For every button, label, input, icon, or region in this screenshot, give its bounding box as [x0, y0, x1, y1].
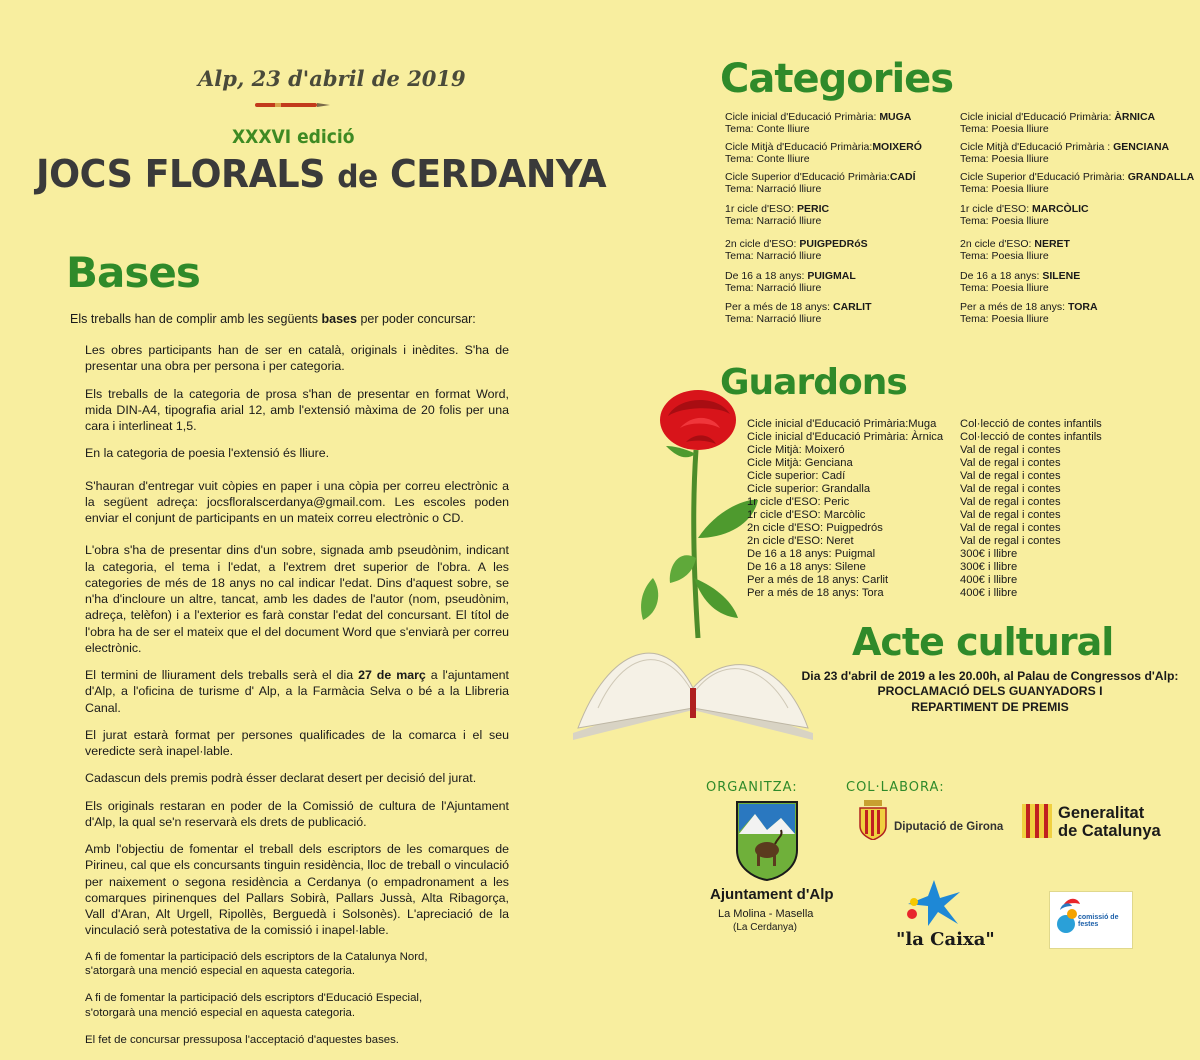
- category-tema: Tema: Poesia lliure: [960, 313, 1049, 326]
- guardo-prize: Val de regal i contes: [960, 496, 1061, 508]
- bases-heading: Bases: [66, 248, 200, 297]
- category-item: [725, 203, 829, 228]
- guardo-category: Cicle superior: Grandalla: [747, 483, 871, 495]
- category-item: [725, 171, 916, 196]
- title-part2: CERDANYA: [389, 152, 607, 196]
- category-tema: Tema: Conte lliure: [725, 153, 810, 166]
- category-label: Cicle inicial d'Educació Primària:: [725, 111, 880, 123]
- category-name: MOIXERÓ: [872, 141, 922, 153]
- category-name: GENCIANA: [1113, 141, 1170, 153]
- category-item: [960, 301, 1098, 326]
- category-tema: Tema: Narració lliure: [725, 250, 822, 263]
- edition-label: XXXVI edició: [232, 126, 355, 148]
- category-label: 1r cicle d'ESO:: [960, 203, 1033, 215]
- category-item: [960, 270, 1080, 295]
- lacaixa-name: "la Caixa": [896, 929, 995, 950]
- category-name: PUIGPEDRóS: [799, 238, 868, 250]
- generalitat-line1: Generalitat: [1058, 804, 1145, 822]
- guardo-category: Cicle inicial d'Educació Primària: Àrnica: [747, 431, 944, 443]
- category-label: 2n cicle d'ESO:: [725, 238, 800, 250]
- guardo-prize: 300€ i llibre: [960, 548, 1018, 560]
- ajuntament-region: (La Cerdanya): [733, 922, 797, 933]
- title-de: de: [337, 159, 378, 195]
- category-name: PERIC: [797, 203, 830, 215]
- category-label: Cicle Mitjà d'Educació Primària:: [725, 141, 873, 153]
- category-label: Per a més de 18 anys:: [960, 301, 1068, 313]
- generalitat-logo-icon: [1022, 804, 1052, 838]
- category-label: Cicle inicial d'Educació Primària:: [960, 111, 1115, 123]
- category-name: MUGA: [879, 111, 912, 123]
- bases-paragraph: A fi de fomentar la participació dels escriptors de la Catalunya Nord, s'atorgarà una menció especial en aquesta categoria.: [85, 950, 428, 978]
- category-name: PUIGMAL: [807, 270, 856, 282]
- bases-paragraph: Amb l'objectiu de fomentar el treball dels escriptors de les comarques de Pirineu, cal que els concursants tinguin residència, lloc de treball o vinculació per naixement o segona residència a Cerdanya (o empadronament a les comarques pirinenques del Pallars Sobirà, Pallars Jussà, Alta Ribagorça, Vall d'Aran, Alt Urgell, Ripollès, Berguedà i Solsonès). L'apreciació de la vinculació serà potestativa de la comissió i inapel·lable.: [85, 842, 509, 938]
- bases-paragraph: A fi de fomentar la participació dels escriptors d'Educació Especial, s'otorgarà una menció especial en aquesta categoria.: [85, 992, 423, 1020]
- guardo-prize: 400€ i llibre: [960, 574, 1018, 586]
- guardo-category: Cicle superior: Cadí: [747, 470, 846, 482]
- category-name: CADÍ: [889, 171, 916, 183]
- guardo-category: De 16 a 18 anys: Silene: [747, 561, 866, 573]
- bases-intro: [70, 312, 476, 326]
- category-item: [960, 111, 1155, 136]
- category-label: Per a més de 18 anys:: [725, 301, 833, 313]
- category-item: [725, 111, 911, 136]
- guardo-category: De 16 a 18 anys: Puigmal: [747, 548, 876, 560]
- category-item: [960, 203, 1089, 228]
- category-label: 2n cicle d'ESO:: [960, 238, 1035, 250]
- diputacio-name: Diputació de Girona: [894, 821, 1004, 833]
- acte-line: REPARTIMENT DE PREMIS: [911, 699, 1069, 714]
- category-label: 1r cicle d'ESO:: [725, 203, 798, 215]
- category-name: GRANDALLA: [1127, 171, 1195, 183]
- category-name: ÀRNICA: [1114, 111, 1156, 123]
- bases-paragraph: Les obres participants han de ser en català, originals i inèdites. S'ha de presentar una obra per persona i per categoria.: [85, 343, 509, 374]
- category-tema: Tema: Poesia lliure: [960, 282, 1049, 295]
- bases-paragraph: Els originals restaran en poder de la Comissió de cultura de l'Ajuntament d'Alp, la qual se'n reservarà els drets de publicació.: [85, 798, 509, 829]
- ajuntament-name: Ajuntament d'Alp: [710, 886, 834, 903]
- category-label: De 16 a 18 anys:: [725, 270, 808, 282]
- comissio-festes-logo: [1049, 891, 1133, 949]
- guardo-category: 2n cicle d'ESO: Puigpedrós: [747, 522, 883, 534]
- guardo-category: 1r cicle d'ESO: Peric: [747, 496, 850, 508]
- col-labora-label: COL·LABORA:: [846, 780, 945, 795]
- category-name: CARLIT: [832, 301, 872, 313]
- category-tema: Tema: Poesia lliure: [960, 250, 1049, 263]
- bases-paragraph: El jurat estarà format per persones qualificades de la comarca i el seu veredicte serà inapel·lable.: [85, 727, 509, 758]
- guardo-prize: 400€ i llibre: [960, 587, 1018, 599]
- category-tema: Tema: Narració lliure: [725, 183, 822, 196]
- category-item: [960, 238, 1070, 263]
- bases-paragraph: Els treballs de la categoria de prosa s'han de presentar en format Word, mida DIN-A4, tipografia arial 12, amb l'extensió màxima de 20 folis per una cara i interlineat 1,5.: [85, 386, 509, 433]
- guardons-prizes: [960, 418, 1102, 600]
- bases-paragraph: Cadascun dels premis podrà ésser declarat desert per decisió del jurat.: [85, 771, 477, 786]
- category-label: De 16 a 18 anys:: [960, 270, 1043, 282]
- acte-line: Dia 23 d'abril de 2019 a les 20.00h, al Palau de Congressos d'Alp:: [801, 669, 1179, 683]
- guardo-category: Per a més de 18 anys: Tora: [747, 587, 884, 599]
- category-label: Cicle Mitjà d'Educació Primària :: [960, 141, 1114, 153]
- ajuntament-shield-icon: [735, 800, 799, 882]
- bases-paragraph: El fet de concursar pressuposa l'acceptació d'aquestes bases.: [85, 1034, 399, 1047]
- bases-paragraph: L'obra s'ha de presentar dins d'un sobre, signada amb pseudònim, indicant la categoria, el tema i l'edat, a l'extrem dret superior de l'obra. A les categories de més de 18 anys no cal indicar l'edat. Dins d'aquest sobre, se n'ha d'incloure un altre, tancat, amb les dades de l'autor (nom, pseudònim, adreça, telèfon) i a l'exterior es farà constar l'edat del concursant. El títol de l'obra ha de ser el mateix que el del document Word que s'enviarà per correu electrònic.: [85, 543, 509, 655]
- intro-text: Els treballs han de complir amb les següents: [70, 312, 322, 326]
- lacaixa-star-icon: [900, 878, 964, 928]
- generalitat-name: [1058, 804, 1161, 840]
- category-name: NERET: [1034, 238, 1070, 250]
- guardo-prize: Col·lecció de contes infantils: [960, 431, 1102, 443]
- bases-paragraph: En la categoria de poesia l'extensió és lliure.: [85, 446, 330, 461]
- diputacio-shield-icon: [858, 800, 888, 840]
- category-tema: Tema: Narració lliure: [725, 215, 822, 228]
- guardo-prize: Val de regal i contes: [960, 457, 1061, 469]
- category-tema: Tema: Conte lliure: [725, 123, 810, 136]
- category-label: Cicle Superior d'Educació Primària:: [960, 171, 1128, 183]
- title-part1: JOCS FLORALS: [36, 152, 325, 196]
- category-item: [725, 141, 922, 166]
- category-name: SILENE: [1042, 270, 1081, 282]
- guardo-category: 1r cicle d'ESO: Marcòlic: [747, 509, 866, 521]
- guardo-prize: Val de regal i contes: [960, 470, 1061, 482]
- bases-paragraph: S'hauran d'entregar vuit còpies en paper i una còpia per correu electrònic a la següent adreça: jocsfloralscerdanya@gmail.com. Les escoles poden enviar el conjunt de participants en un mateix correu electrònic o CD.: [85, 478, 509, 525]
- comissio-festes-text: comissió de festes: [1078, 914, 1119, 928]
- category-tema: Tema: Poesia lliure: [960, 215, 1049, 228]
- pen-icon: [255, 102, 330, 108]
- acte-cultural-heading: Acte cultural: [852, 620, 1114, 664]
- category-tema: Tema: Narració lliure: [725, 282, 822, 295]
- guardo-category: Per a més de 18 anys: Carlit: [747, 574, 889, 586]
- guardo-prize: Col·lecció de contes infantils: [960, 418, 1102, 430]
- deadline-text: El termini de lliurament dels treballs serà el dia: [85, 668, 359, 682]
- category-tema: Tema: Poesia lliure: [960, 153, 1049, 166]
- guardons-heading: Guardons: [720, 362, 907, 403]
- guardo-prize: Val de regal i contes: [960, 522, 1061, 534]
- guardo-category: Cicle Mitjà: Genciana: [747, 457, 853, 469]
- category-item: [725, 301, 871, 326]
- category-item: [725, 238, 868, 263]
- ajuntament-subtitle: La Molina - Masella: [718, 908, 814, 920]
- generalitat-line2: de Catalunya: [1058, 822, 1161, 840]
- category-tema: Tema: Poesia lliure: [960, 123, 1049, 136]
- bases-paragraph-deadline: [85, 667, 509, 716]
- category-item: [960, 171, 1194, 196]
- guardo-prize: Val de regal i contes: [960, 483, 1061, 495]
- organitza-label: ORGANITZA:: [706, 780, 798, 795]
- bases-body: [85, 342, 509, 1060]
- guardo-category: Cicle inicial d'Educació Primària:Muga: [747, 418, 937, 430]
- deadline-date: 27 de març: [358, 668, 426, 682]
- deadline-text-end: a l'ajuntament d'Alp, a l'oficina de turisme d' Alp, a la Farmàcia Selva o bé a la Llibreria Canal.: [85, 668, 509, 715]
- intro-bold: bases: [321, 312, 357, 326]
- guardons-categories: [747, 418, 943, 600]
- category-item: [725, 270, 856, 295]
- categories-heading: Categories: [720, 56, 954, 102]
- intro-text-end: per poder concursar:: [356, 312, 476, 326]
- acte-cultural-details: [790, 669, 1190, 715]
- category-tema: Tema: Narració lliure: [725, 313, 822, 326]
- guardo-category: Cicle Mitjà: Moixeró: [747, 444, 845, 456]
- guardo-category: 2n cicle d'ESO: Neret: [747, 535, 854, 547]
- category-name: MARCÒLIC: [1032, 203, 1089, 215]
- guardo-prize: 300€ i llibre: [960, 561, 1018, 573]
- category-label: Cicle Superior d'Educació Primària:: [725, 171, 890, 183]
- event-date: Alp, 23 d'abril de 2019: [198, 66, 466, 91]
- category-tema: Tema: Poesia lliure: [960, 183, 1049, 196]
- acte-line: PROCLAMACIÓ DELS GUANYADORS I: [877, 684, 1103, 699]
- main-title: [36, 152, 606, 196]
- guardo-prize: Val de regal i contes: [960, 444, 1061, 456]
- category-name: TORA: [1067, 301, 1098, 313]
- guardo-prize: Val de regal i contes: [960, 509, 1061, 521]
- guardo-prize: Val de regal i contes: [960, 535, 1061, 547]
- category-item: [960, 141, 1169, 166]
